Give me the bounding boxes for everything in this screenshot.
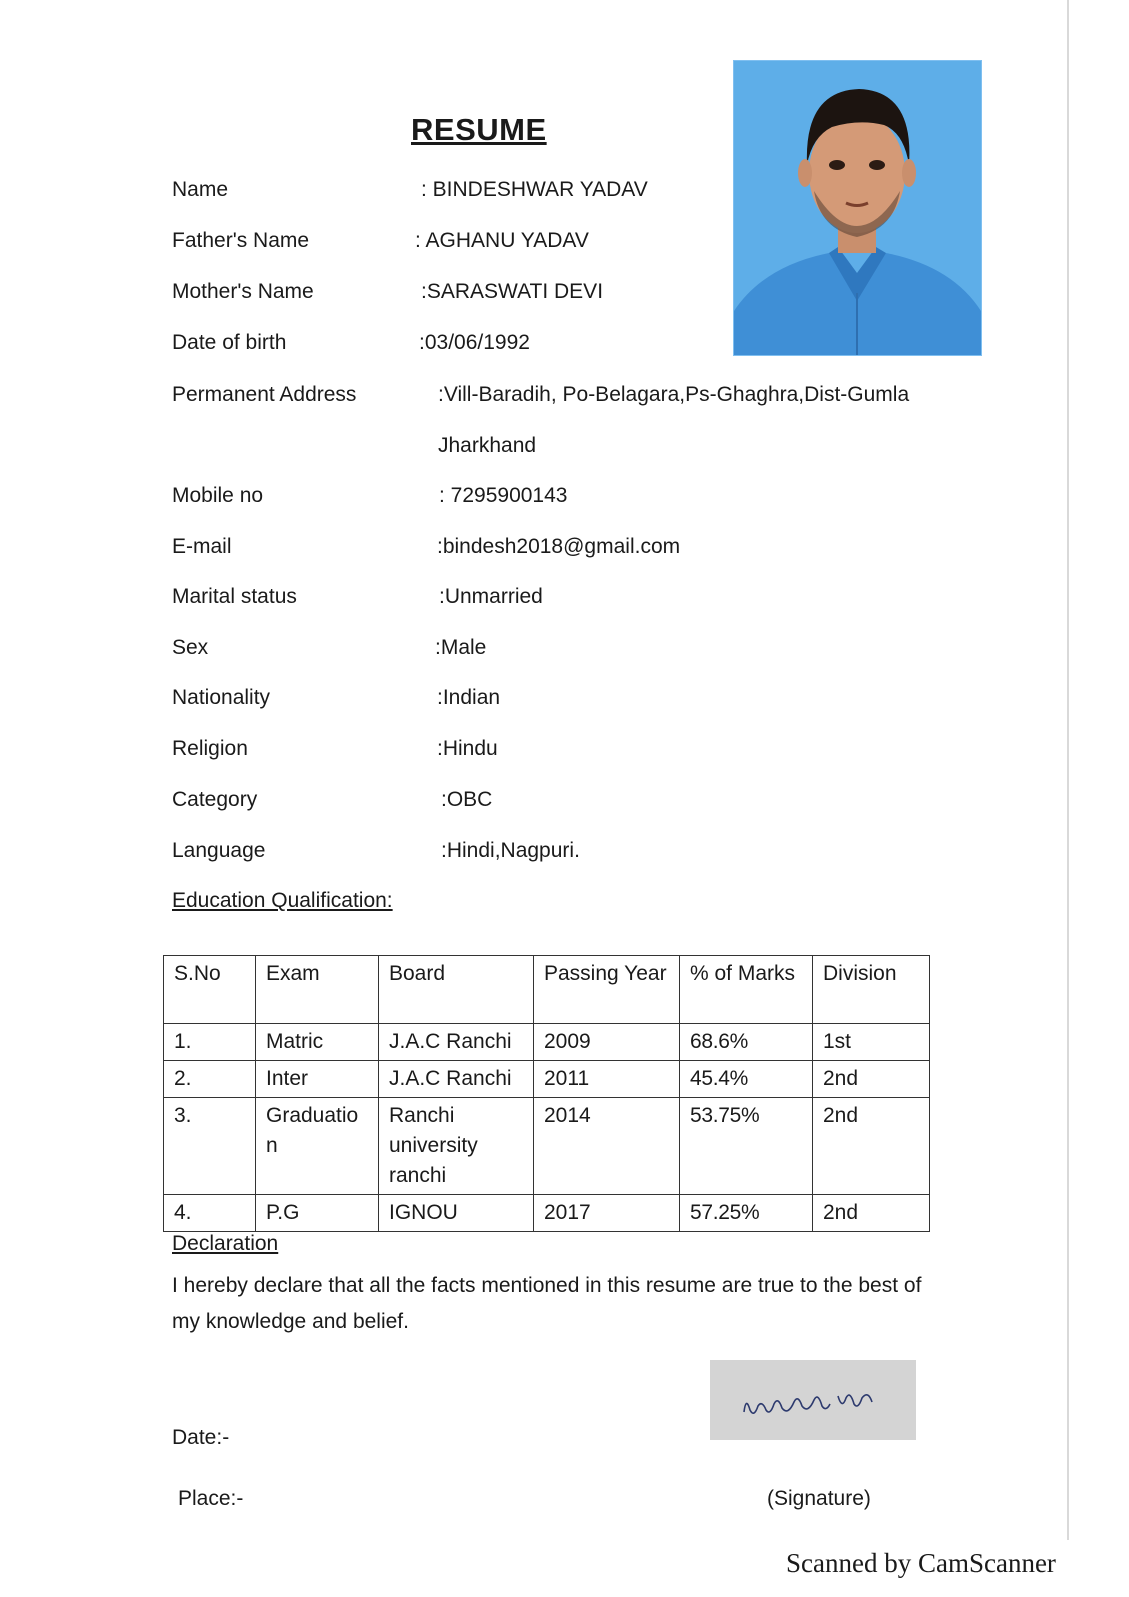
dob-label: Date of birth: [172, 331, 287, 354]
mobile-label: Mobile no: [172, 484, 264, 507]
place-label: Place:-: [178, 1487, 244, 1510]
scanner-watermark: Scanned by CamScanner: [786, 1548, 1056, 1578]
table-cell: 68.6%: [680, 1024, 813, 1061]
page-edge: [1067, 0, 1069, 1540]
table-cell: P.G: [256, 1195, 379, 1232]
email-value: :bindesh2018@gmail.com: [437, 535, 681, 558]
table-cell: Graduation: [256, 1098, 379, 1195]
column-header: Exam: [256, 956, 379, 1024]
dob-value: :03/06/1992: [419, 331, 530, 354]
page-title: RESUME: [411, 112, 547, 147]
language-label: Language: [172, 839, 266, 862]
name-value: : BINDESHWAR YADAV: [421, 178, 648, 201]
table-row: [164, 1024, 930, 1061]
religion-label: Religion: [172, 737, 248, 760]
mobile-value: : 7295900143: [439, 484, 568, 507]
religion-value: :Hindu: [437, 737, 498, 760]
table-cell: J.A.C Ranchi: [379, 1061, 534, 1098]
mothers-name-value: :SARASWATI DEVI: [421, 280, 604, 303]
education-heading: Education Qualification:: [172, 889, 393, 912]
table-cell: 53.75%: [680, 1098, 813, 1195]
table-cell: 57.25%: [680, 1195, 813, 1232]
mothers-name-label: Mother's Name: [172, 280, 314, 303]
column-header: Division: [813, 956, 930, 1024]
nationality-label: Nationality: [172, 686, 271, 709]
column-header: Passing Year: [534, 956, 680, 1024]
table-cell: 2nd: [813, 1098, 930, 1195]
marital-status-label: Marital status: [172, 585, 297, 608]
table-cell: 2nd: [813, 1195, 930, 1232]
sex-value: :Male: [435, 636, 487, 659]
table-cell: 1.: [164, 1024, 256, 1061]
table-cell: 2.: [164, 1061, 256, 1098]
email-label: E-mail: [172, 535, 232, 558]
table-cell: Inter: [256, 1061, 379, 1098]
signature-image: [710, 1360, 916, 1440]
date-label: Date:-: [172, 1426, 230, 1449]
table-cell: 3.: [164, 1098, 256, 1195]
marital-status-value: :Unmarried: [439, 585, 543, 608]
table-cell: Matric: [256, 1024, 379, 1061]
table-cell: 4.: [164, 1195, 256, 1232]
table-cell: 2011: [534, 1061, 680, 1098]
table-cell: J.A.C Ranchi: [379, 1024, 534, 1061]
table-cell: 2nd: [813, 1061, 930, 1098]
declaration-heading: Declaration: [172, 1232, 279, 1255]
table-row: [164, 1061, 930, 1098]
nationality-value: :Indian: [437, 686, 501, 709]
sex-label: Sex: [172, 636, 209, 659]
table-cell: 1st: [813, 1024, 930, 1061]
table-row: [164, 1195, 930, 1232]
address-label: Permanent Address: [172, 383, 357, 406]
table-cell: Ranchi university ranchi: [379, 1098, 534, 1195]
address-value: :Vill-Baradih, Po-Belagara,Ps-Ghaghra,Dist-Gumla: [438, 383, 910, 406]
table-cell: IGNOU: [379, 1195, 534, 1232]
table-cell: 2009: [534, 1024, 680, 1061]
category-label: Category: [172, 788, 258, 811]
column-header: Board: [379, 956, 534, 1024]
signature-label: (Signature): [767, 1487, 871, 1510]
column-header: S.No: [164, 956, 256, 1024]
declaration-text: I hereby declare that all the facts mentioned in this resume are true to the best of my knowledge and belief.: [172, 1274, 922, 1333]
fathers-name-label: Father's Name: [172, 229, 310, 252]
address-value-line2: Jharkhand: [438, 434, 537, 457]
column-header: % of Marks: [680, 956, 813, 1024]
name-label: Name: [172, 178, 229, 201]
table-cell: 2014: [534, 1098, 680, 1195]
table-header-row: [164, 956, 930, 1024]
fathers-name-value: : AGHANU YADAV: [415, 229, 589, 252]
table-cell: 45.4%: [680, 1061, 813, 1098]
table-cell: 2017: [534, 1195, 680, 1232]
education-table: [163, 955, 930, 1232]
table-row: [164, 1098, 930, 1195]
language-value: :Hindi,Nagpuri.: [441, 839, 580, 862]
profile-photo: [733, 60, 982, 356]
category-value: :OBC: [441, 788, 493, 811]
